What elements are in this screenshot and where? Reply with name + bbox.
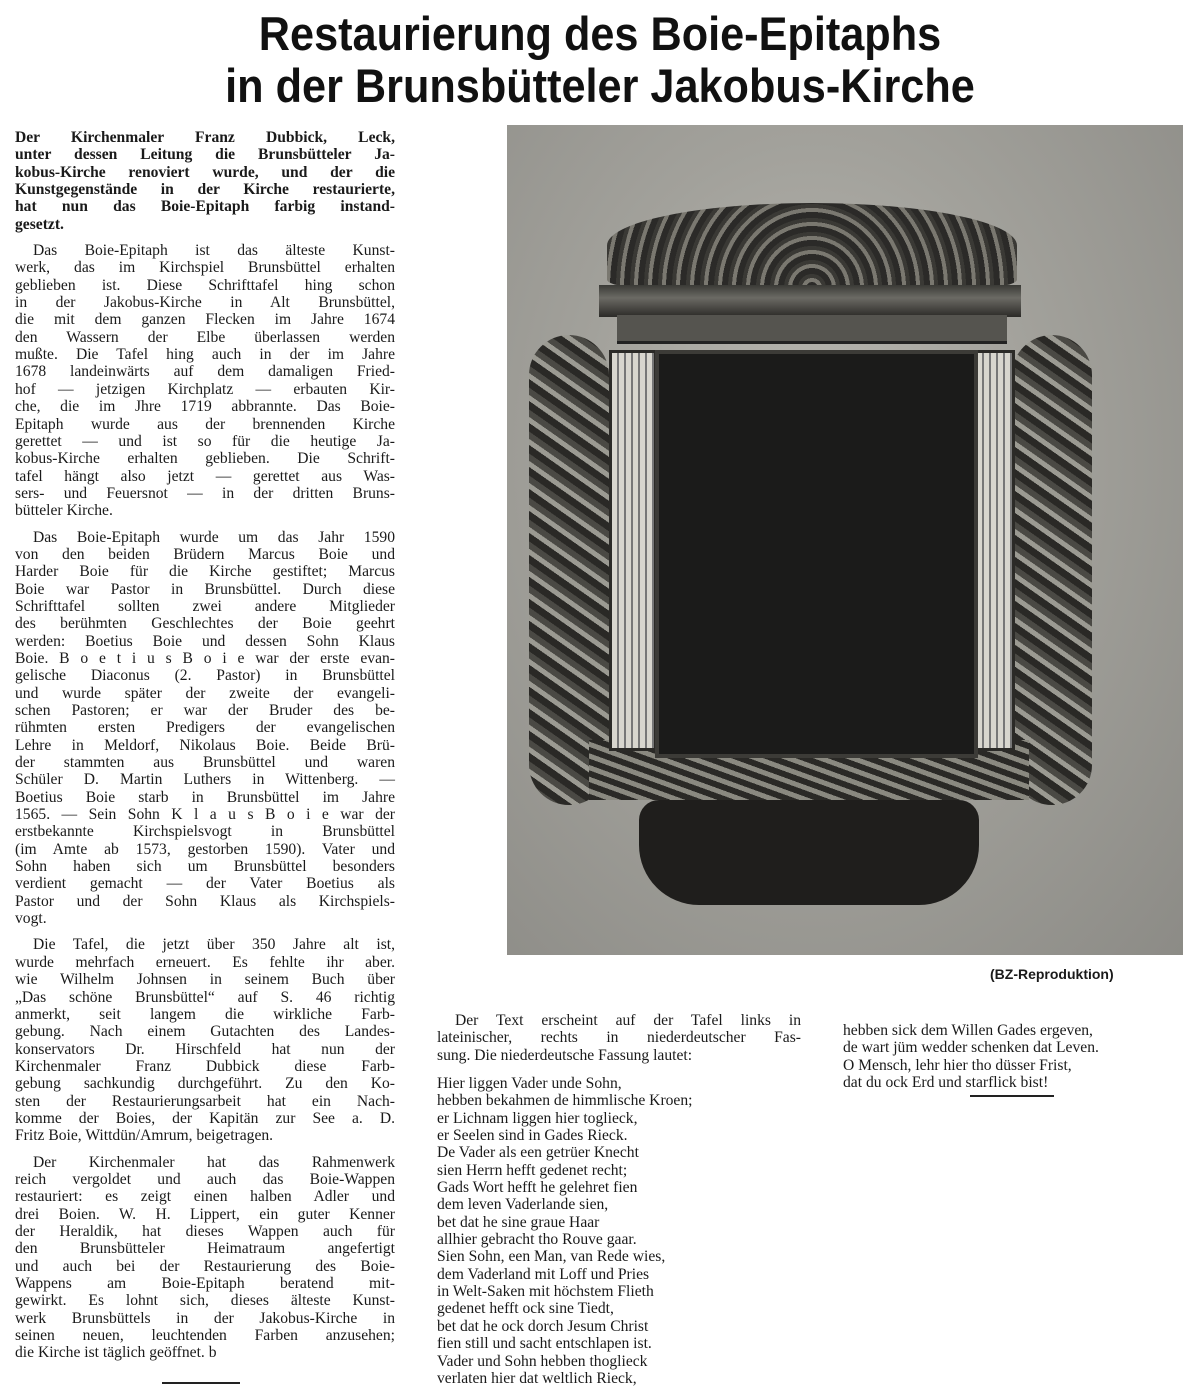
headline-line-2: in der Brunsbütteler Jakobus-Kirche [225, 59, 975, 112]
text-line: hebben sick dem Willen Gades ergeven, [843, 1022, 1093, 1039]
text-line: er Lichnam liggen hier toglieck, [437, 1109, 638, 1127]
bottom-cartouche [639, 800, 979, 905]
text-line: de wart jüm wedder schenken dat Leven. [843, 1039, 1099, 1057]
text-line: von den beiden Brüdern Marcus Boie und [15, 545, 395, 563]
text-line: der stammten aus Brunsbüttel und waren [15, 754, 395, 772]
text-line: schen Pastoren; er war der Bruder des be- [15, 702, 395, 719]
text-line: die mit dem ganzen Flecken im Jahre 1674 [15, 311, 395, 329]
left-pilaster [609, 350, 657, 751]
text-line: verdient gemacht — der Vater Boetius als [15, 875, 395, 893]
text-line: lateinischer, rechts in niederdeutscher Fas- [437, 1029, 801, 1047]
text-line: sung. Die niederdeutsche Fassung lautet: [437, 1046, 693, 1064]
text-line: De Vader als een getrüer Knecht [437, 1144, 639, 1162]
text-line: sien Herrn hefft gedenet recht; [437, 1161, 628, 1179]
text-line: bet dat he ock dorch Jesum Christ [437, 1317, 649, 1335]
text-line: hat nun das Boie-Epitaph farbig instand- [15, 198, 395, 216]
cornice [599, 285, 1021, 317]
left-scroll-ornament [529, 335, 609, 805]
text-line: Boetius Boie starb in Brunsbüttel im Jahre [15, 788, 395, 806]
text-line: Pastor und der Sohn Klaus als Kirchspiels- [15, 892, 395, 910]
text-line: O Mensch, lehr hier tho düsser Frist, [843, 1056, 1072, 1074]
text-line: verlaten hier dat weltlich Rieck, [437, 1369, 637, 1387]
text-line: hof — jetzigen Kirchplatz — erbauten Kir- [15, 380, 395, 398]
text-line: den Brunsbütteler Heimatraum angefertigt [15, 1240, 395, 1258]
text-line: komme der Boies, der Kapitän zur See a. D. [15, 1109, 395, 1127]
text-line: und wurde später der zweite der evangeli- [15, 684, 395, 702]
text-line: sers- und Feuersnot — in der dritten Bruns- [15, 484, 395, 502]
paragraph [15, 936, 395, 1144]
text-line: rühmten ersten Predigers der evangelischen [15, 719, 395, 737]
text-line: und auch bei der Restaurierung des Boie- [15, 1257, 395, 1275]
headline-line-1: Restaurierung des Boie-Epitaphs [258, 7, 942, 60]
text-line: reich vergoldet und auch das Boie-Wappen [15, 1170, 395, 1188]
left-article-column [15, 129, 395, 1371]
text-line: gesetzt. [15, 215, 64, 233]
inscription-panel [655, 350, 978, 758]
text-line: „Das schöne Brunsbüttel“ auf S. 46 richtig [15, 988, 395, 1006]
photo-credit: (BZ-Reproduktion) [990, 966, 1114, 982]
text-line: er Seelen sind in Gades Rieck. [437, 1127, 628, 1145]
text-line: Lehre in Meldorf, Nikolaus Boie. Beide Brü- [15, 736, 395, 754]
text-line: wurde mehrfach erneuert. Es fehlte ihr aber. [15, 953, 395, 971]
end-rule-right [970, 1095, 1054, 1097]
text-line: 1678 landeinwärts auf dem damaligen Fried- [15, 363, 395, 381]
text-line: gerettet — und ist so für die heutige Ja- [15, 432, 395, 450]
text-line: konservators Dr. Hirschfeld hat nun der [15, 1040, 395, 1058]
text-line: Gads Wort hefft he gelehret fien [437, 1179, 638, 1197]
text-line: gelische Diaconus (2. Pastor) in Brunsbüttel [15, 667, 395, 685]
text-line: che, die im Jhre 1719 abbrannte. Das Boie- [15, 398, 395, 416]
text-line: Sohn haben sich um Brunsbüttel besonders [15, 858, 395, 876]
text-line: hebben bekahmen de himmlische Kroen; [437, 1092, 693, 1110]
text-line: Kirchenmaler Franz Dubbick diese Farb- [15, 1057, 395, 1075]
right-poem [843, 1022, 1173, 1091]
text-line: Boie war Pastor in Brunsbüttel. Durch diese [15, 580, 395, 598]
paragraph [15, 1154, 395, 1362]
end-rule-left [162, 1382, 240, 1384]
text-line: bütteler Kirche. [15, 502, 113, 520]
text-line: der Heraldik, hat dieses Wappen auch für [15, 1222, 395, 1240]
text-line: tafel hängt also jetzt — gerettet aus Was- [15, 467, 395, 485]
text-line: vogt. [15, 910, 47, 928]
middle-intro [437, 1012, 801, 1064]
text-line: dat du ock Erd und starflick bist! [843, 1074, 1049, 1092]
text-line: Der Kirchenmaler Franz Dubbick, Leck, [15, 129, 395, 146]
text-line: in Welt-Saken mit höchstem Flieth [437, 1283, 654, 1301]
text-line: gebung. Nach einem Gutachten des Landes- [15, 1023, 395, 1041]
text-line: in der Jakobus-Kirche in Alt Brunsbüttel, [15, 294, 395, 312]
text-line: Hier liggen Vader unde Sohn, [437, 1075, 622, 1092]
frieze [617, 315, 1007, 344]
text-line: anmerkt, seit langem die wirkliche Farb- [15, 1005, 395, 1023]
text-line: werk, das im Kirchspiel Brunsbüttel erhalten [15, 259, 395, 277]
text-line: Wappens am Boie-Epitaph beratend mit- [15, 1275, 395, 1292]
text-line: gewirkt. Es lohnt sich, dieses älteste Kunst- [15, 1292, 395, 1310]
text-line: Der Kirchenmaler hat das Rahmenwerk [33, 1153, 395, 1171]
text-line: bet dat he sine graue Haar [437, 1213, 600, 1231]
text-line: Epitaph wurde aus der brennenden Kirche [15, 415, 395, 433]
text-line: restauriert: es zeigt einen halben Adler und [15, 1188, 395, 1206]
text-line: erstbekannte Kirchspielsvogt in Brunsbüttel [15, 823, 395, 841]
right-scroll-ornament [1012, 335, 1092, 805]
text-line: dem leven Vaderlande sien, [437, 1196, 609, 1214]
text-line: des berühmten Geschlechtes der Boie geehrt [15, 615, 395, 633]
text-line: drei Boien. W. H. Lippert, ein guter Kenner [15, 1205, 395, 1223]
text-line: gebung sachkundig durchgeführt. Zu den Ko- [15, 1075, 395, 1093]
text-line: fien still und sacht entschlapen ist. [437, 1335, 652, 1353]
text-line: werk Brunsbüttels in der Jakobus-Kirche in [15, 1309, 395, 1327]
text-line: seinen neuen, leuchtenden Farben anzusehen; [15, 1327, 395, 1345]
text-line: Schrifttafel sollten zwei andere Mitglieder [15, 597, 395, 615]
text-line: mußte. Die Tafel hing auch in der im Jahre [15, 346, 395, 364]
text-line: die Kirche ist täglich geöffnet. b [15, 1344, 217, 1362]
text-line: werden: Boetius Boie und dessen Sohn Klaus [15, 632, 395, 650]
text-line: allhier gebracht tho Rouve gaar. [437, 1231, 637, 1249]
text-line: 1565. — Sein Sohn K l a u s B o i e war der [15, 806, 395, 824]
paragraph [15, 129, 395, 233]
text-line: Boie. B o e t i u s B o i e war der erste evan- [15, 649, 395, 667]
text-line: kobus-Kirche erhalten geblieben. Die Schrift- [15, 450, 395, 468]
text-line: Der Text erscheint auf der Tafel links in [455, 1012, 801, 1029]
text-line: Das Boie-Epitaph wurde um das Jahr 1590 [33, 528, 395, 546]
text-line: Harder Boie für die Kirche gestiftet; Marcus [15, 563, 395, 581]
paragraph [15, 529, 395, 928]
text-line: Kunstgegenstände in der Kirche restaurierte, [15, 181, 395, 199]
text-line: kobus-Kirche renoviert wurde, und der die [15, 163, 395, 181]
middle-poem [437, 1075, 807, 1387]
text-line: Die Tafel, die jetzt über 350 Jahre alt ist, [33, 936, 395, 954]
text-line: sten der Restaurierungsarbeit hat ein Nach- [15, 1092, 395, 1110]
text-line: Vader und Sohn hebben thoglieck [437, 1352, 648, 1370]
text-line: (im Amte ab 1573, gestorben 1590). Vater und [15, 840, 395, 858]
headline [48, 8, 1152, 112]
paragraph [15, 242, 395, 520]
text-line: Fritz Boie, Wittdün/Amrum, beigetragen. [15, 1127, 274, 1145]
text-line: den Wassern der Elbe überlassen werden [15, 328, 395, 346]
text-line: wie Wilhelm Johnsen in seinem Buch über [15, 971, 395, 989]
crest-ornament [607, 203, 1017, 288]
text-line: dem Vaderland mit Loff und Pries [437, 1265, 650, 1283]
text-line: Das Boie-Epitaph ist das älteste Kunst- [33, 242, 395, 260]
text-line: Sien Sohn, een Man, van Rede wies, [437, 1248, 666, 1266]
text-line: unter dessen Leitung die Brunsbütteler Ja- [15, 146, 395, 164]
text-line: geblieben ist. Diese Schrifttafel hing schon [15, 276, 395, 294]
text-line: Schüler D. Martin Luthers in Wittenberg. — [15, 771, 395, 789]
epitaph-photo [507, 125, 1183, 955]
text-line: gedenet hefft ock sine Tiedt, [437, 1300, 614, 1318]
